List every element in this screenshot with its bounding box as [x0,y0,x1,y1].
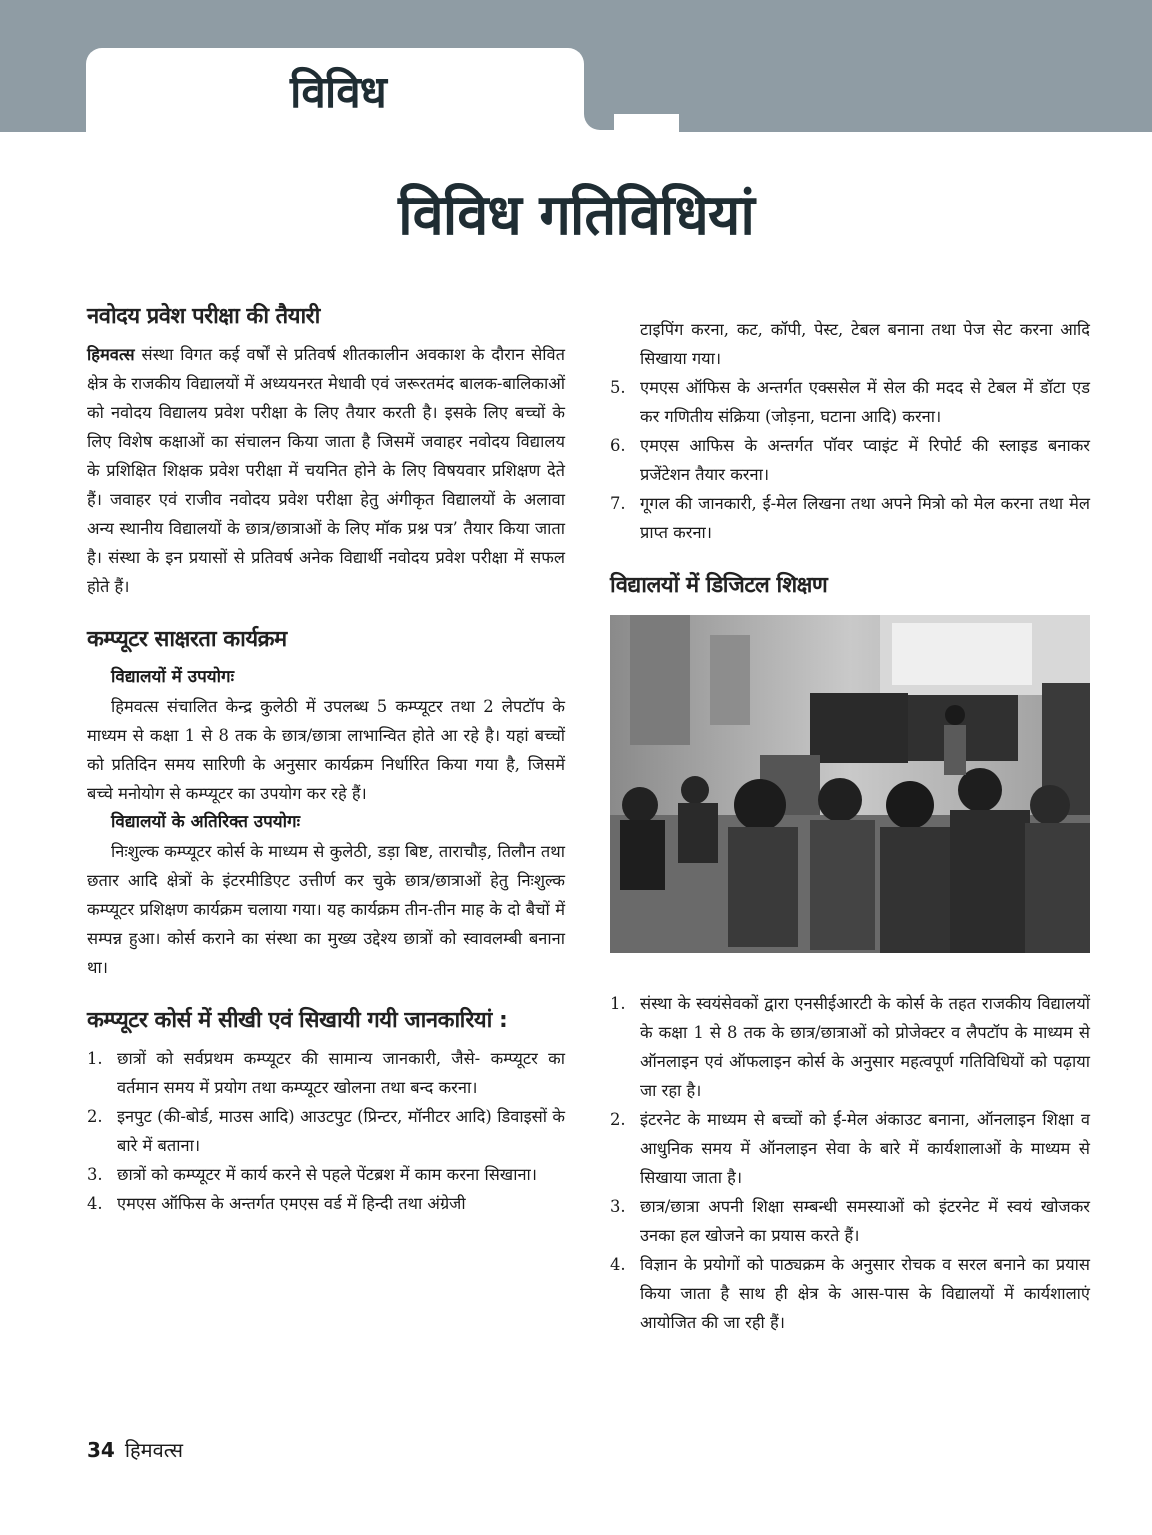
brand-name: हिमवत्स [87,345,135,364]
page-footer [87,1436,183,1465]
paragraph-extra-use: निःशुल्क कम्प्यूटर कोर्स के माध्यम से कुलेठी, डड़ा बिष्ट, ताराचौड़, तिलौन तथा छतार आदि क्षेत्रों के इंटरमीडिएट उत्तीर्ण कर चुके छात्र/छात्राओं हेतु निःशुल्क कम्प्यूटर प्रशिक्षण कार्यक्रम चलाया गया। यह कार्यक्रम तीन-तीन माह के दो बैचों में सम्पन्न हुआ। कोर्स कराने का संस्था का मुख्य उद्देश्य छात्रों को स्वावलम्बी बनाना था। [87,842,565,977]
paragraph-navodaya [87,340,565,601]
section-label: विविध [290,67,386,118]
list-item: 6. एमएस आफिस के अन्तर्गत पॉवर प्वाइंट में रिपोर्ट की स्लाइड बनाकर प्रजेंटेशन तैयार करना। [610,436,1090,484]
page-title: विविध गतिविधियां [398,183,754,248]
right-column [610,315,1090,1337]
course-topics-list [87,1044,565,1218]
publication-name: हिमवत्स [124,1438,183,1462]
digital-teaching-list [610,989,1090,1337]
list-item: 3. छात्र/छात्रा अपनी शिक्षा सम्बन्धी समस्याओं को इंटरनेट में स्वयं खोजकर उनका हल खोजने का प्रयास करते हैं। [610,1197,1090,1245]
list-item: 3. छात्रों को कम्प्यूटर में कार्य करने से पहले पेंटब्रश में काम करना सिखाना। [87,1165,538,1184]
paragraph-school-use: हिमवत्स संचालित केन्द्र कुलेठी में उपलब्ध 5 कम्प्यूटर तथा 2 लेपटॉप के माध्यम से कक्षा 1 से 8 तक के छात्र/छात्रा लाभान्वित होते आ रहे है। यहां बच्चों को प्रतिदिन समय सारिणी के अनुसार कार्यक्रम निर्धारित किया गया है, जिसमें बच्चे मनोयोग से कम्प्यूटर का उपयोग कर रहे हैं। [87,697,565,803]
page-number: 34 [87,1438,115,1462]
classroom-photo-illustration [610,615,1090,953]
list-item: 4. एमएस ऑफिस के अन्तर्गत एमएस वर्ड में हिन्दी तथा अंग्रेजी [87,1194,466,1213]
section-tab-curve [584,100,614,130]
list-item: 2. इंटरनेट के माध्यम से बच्चों को ई-मेल अंकाउट बनाना, ऑनलाइन शिक्षा व आधुनिक समय में ऑनलाइन सेवा के बारे में कार्यशालाओं के माध्यम से सिखाया जाता है। [610,1110,1090,1187]
classroom-photo [610,615,1090,953]
paragraph-navodaya-text: संस्था विगत कई वर्षों से प्रतिवर्ष शीतकालीन अवकाश के दौरान सेवित क्षेत्र के राजकीय विद्यालयों में अध्ययनरत मेधावी एवं जरूरतमंद बालक-बालिकाओं को नवोदय विद्यालय प्रवेश परीक्षा के लिए तैयार करती है। इसके लिए बच्चों के लिए विशेष कक्षाओं का संचालन किया जाता है जिसमें जवाहर नवोदय विद्यालय के प्रशिक्षित शिक्षक प्रवेश परीक्षा में चयनित होने के लिए विषयवार प्रशिक्षण देते हैं। जवाहर एवं राजीव नवोदय प्रवेश परीक्षा हेतु अंगीकृत विद्यालयों के अलावा अन्य स्थानीय विद्यालयों के छात्र/छात्राओं के लिए मॉक प्रश्न पत्र’ तैयार किया जाता है। संस्था के इन प्रयासों से प्रतिवर्ष अनेक विद्यार्थी नवोदय प्रवेश परीक्षा में सफल होते हैं। [87,345,565,596]
list-item: 1. संस्था के स्वयंसेवकों द्वारा एनसीईआरटी के कोर्स के तहत राजकीय विद्यालयों के कक्षा 1 से 8 तक के छात्र/छात्राओं को प्रोजेक्टर व लैपटॉप के माध्यम से ऑनलाइन एवं ऑफलाइन कोर्स के अनुसार महत्वपूर्ण गतिविधियों को पढ़ाया जा रहा है। [610,994,1090,1100]
subheading-school-use: विद्यालयों में उपयोगः [111,667,234,687]
list-item: 2. इनपुट (की-बोर्ड, माउस आदि) आउटपुट (प्रिन्टर, मॉनीटर आदि) डिवाइसों के बारे में बताना। [87,1107,565,1155]
heading-computer-literacy: कम्प्यूटर साक्षरता कार्यक्रम [87,627,287,652]
heading-course-topics: कम्प्यूटर कोर्स में सीखी एवं सिखायी गयी जानकारियां : [87,1008,508,1033]
heading-navodaya: नवोदय प्रवेश परीक्षा की तैयारी [87,304,320,329]
paragraph-continued: टाइपिंग करना, कट, कॉपी, पेस्ट, टेबल बनाना तथा पेज सेट करना आदि सिखाया गया। [640,320,1090,368]
subheading-extra-use: विद्यालयों के अतिरिक्त उपयोगः [111,812,301,832]
left-column [87,300,565,1218]
list-item: 4. विज्ञान के प्रयोगों को पाठ्यक्रम के अनुसार रोचक व सरल बनाने का प्रयास किया जाता है साथ ही क्षेत्र के आस-पास के विद्यालयों में कार्यशालाएं आयोजित की जा रही हैं। [610,1255,1090,1332]
course-topics-list-continued [610,373,1090,547]
list-item: 7. गूगल की जानकारी, ई-मेल लिखना तथा अपने मित्रो को मेल करना तथा मेल प्राप्त करना। [610,494,1090,542]
list-item: 5. एमएस ऑफिस के अन्तर्गत एक्ससेल में सेल की मदद से टेबल में डॉटा एड कर गणितीय संक्रिया (जोड़ना, घटाना आदि) करना। [610,378,1090,426]
heading-digital-teaching: विद्यालयों में डिजिटल शिक्षण [610,573,828,598]
list-item: 1. छात्रों को सर्वप्रथम कम्प्यूटर की सामान्य जानकारी, जैसे- कम्प्यूटर का वर्तमान समय में प्रयोग तथा कम्प्यूटर खोलना तथा बन्द करना। [87,1049,565,1097]
